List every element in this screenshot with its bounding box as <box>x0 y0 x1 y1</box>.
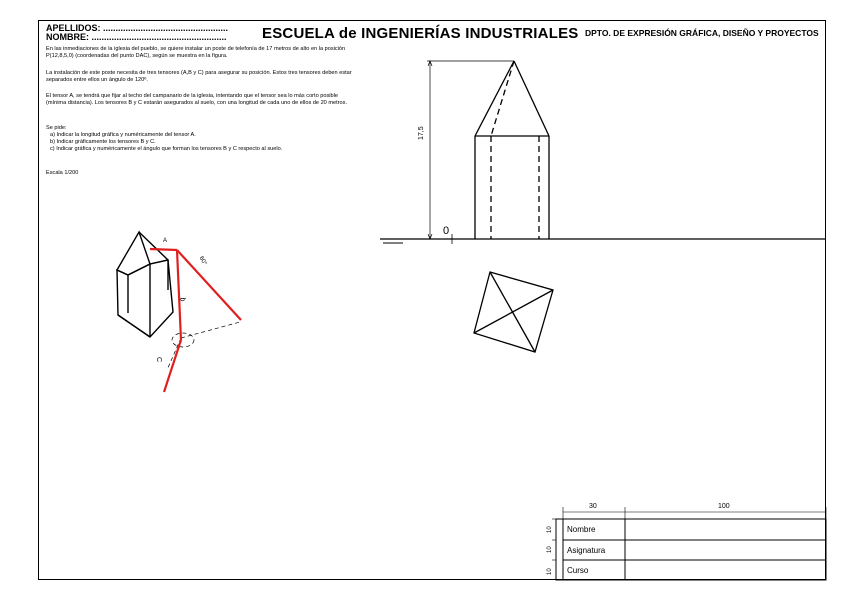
se-pide-label: Se pide: <box>46 125 67 131</box>
sketch-label-c: C <box>155 356 163 363</box>
perspective-sketch <box>117 232 173 337</box>
question-c: c) Indicar gráfica y numéricamente el ángulo que forman los tensores B y C respecto al suelo. <box>50 146 283 152</box>
title-block <box>552 507 826 580</box>
question-b: b) Indicar gráficamente los tensores B y C. <box>50 139 156 145</box>
row-dim-1: 10 <box>547 526 553 533</box>
tensor-a <box>150 249 177 250</box>
height-dimension-label: 17,5 <box>418 126 425 140</box>
department-name: DPTO. DE EXPRESIÓN GRÁFICA, DISEÑO Y PROYECTOS <box>585 28 819 38</box>
tower-plan <box>474 272 553 352</box>
tower-elevation <box>475 61 549 239</box>
statement-paragraph-2: La instalación de este poste necesita de tres tensores (A,B y C) para asegurar su posición. Estos tres tensores deben estar separados entre ellos un ángulo de 120º. <box>46 70 352 83</box>
title-block-dim-30: 30 <box>589 503 597 510</box>
sketch-label-60: 60° <box>197 255 208 267</box>
pole-line <box>177 250 181 340</box>
apellidos-field[interactable]: APELLIDOS: .................................................. <box>46 23 229 33</box>
height-dimension <box>427 61 514 239</box>
title-block-asignatura: Asignatura <box>567 546 606 555</box>
question-a: a) Indicar la longitud gráfica y numéricamente del tensor A. <box>50 132 196 138</box>
page-title: ESCUELA de INGENIERÍAS INDUSTRIALES <box>262 25 579 42</box>
sketch-label-a: A <box>163 238 168 244</box>
tensor-lines <box>150 249 241 392</box>
row-dim-3: 10 <box>547 568 553 575</box>
tensor-c <box>164 340 181 392</box>
sketch-label-b: b <box>178 297 186 302</box>
title-block-curso: Curso <box>567 566 589 575</box>
origin-label: 0 <box>443 225 450 237</box>
statement-paragraph-3: El tensor A, se tendrá que fijar al techo del campanario de la iglesia, intentando que el tensor sea lo más corto posible (mínima distancia). Los tensores B y C estarán asegurados al suelo, con una longitud de cada uno de ellos de 20 metros. <box>46 93 347 106</box>
tensor-b <box>177 250 241 320</box>
statement-paragraph-1: En las inmediaciones de la iglesia del pueblo, se quiere instalar un poste de telefonía de 17 metros de alto en la posición P(12,8,5,0) (coordenadas del punto DAC), según se muestra en la figura. <box>46 46 346 59</box>
scale-label: Escala 1/200 <box>46 170 79 176</box>
title-block-dim-100: 100 <box>718 503 730 510</box>
title-block-nombre: Nombre <box>567 525 596 534</box>
nombre-field[interactable]: NOMBRE: ...................................................... <box>46 32 227 42</box>
row-dim-2: 10 <box>547 546 553 553</box>
